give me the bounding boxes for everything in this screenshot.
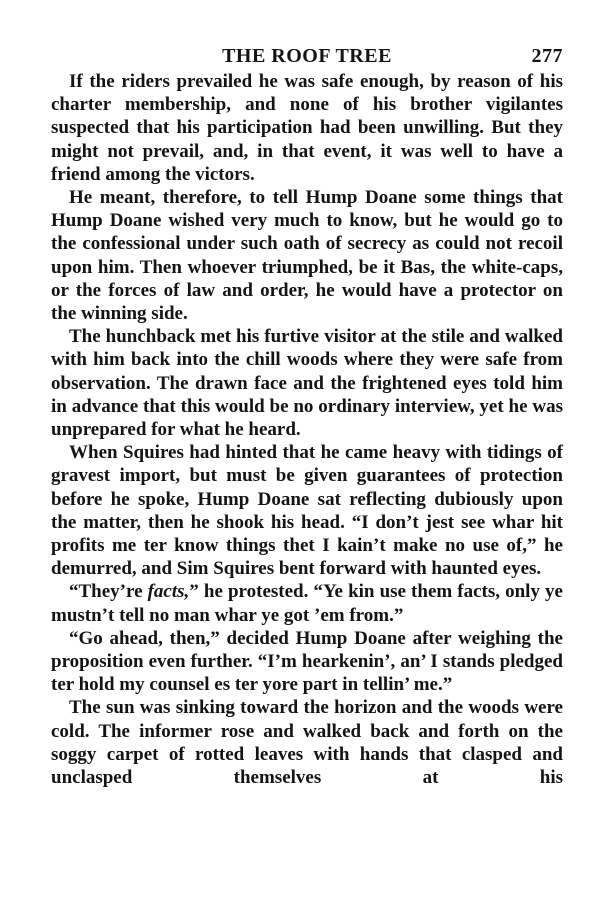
paragraph [51,580,563,626]
emphasized-text: facts, [147,581,190,603]
paragraph: The sun was sinking toward the horizon and the woods were cold. The informer rose and walked back and forth on the soggy carpet of rotted leaves with hands that clasped and unclasped themselves at his [51,697,563,789]
paragraph: He meant, therefore, to tell Hump Doane some things that Hump Doane wished very much to know, but he would go to the confessional under such oath of secrecy as could not recoil upon him. Then whoever triumphed, be it Bas, the white-caps, or the forces of law and order, he would have a protector on the winning side. [51,187,563,325]
paragraph: “Go ahead, then,” decided Hump Doane after weighing the proposition even further. “I’m hearkenin’, an’ I stands pledged ter hold my counsel es ter yore part in tellin’ me.” [51,627,563,696]
paragraph: When Squires had hinted that he came heavy with tidings of gravest import, but must be given guarantees of protection before he spoke, Hump Doane sat reflecting dubiously upon the matter, then he shook his head. “I don’t jest see whar hit profits me ter know things thet I kain’t make no use of,” he demurred, and Sim Squires bent forward with haunted eyes. [51,442,563,580]
page-number: 277 [531,45,563,67]
book-page [51,40,563,789]
paragraph-text: ” he protested. “Ye kin use them facts, only ye mustn’t tell no man whar ye got ’em from.” [51,581,563,626]
body-text [51,70,563,789]
running-head: THE ROOF TREE [222,45,392,67]
paragraph: The hunchback met his furtive visitor at the stile and walked with him back into the chill woods where they were safe from observation. The drawn face and the frightened eyes told him in advance that this would be no ordinary interview, yet he was unprepared for what he heard. [51,326,563,441]
paragraph: If the riders prevailed he was safe enough, by reason of his charter membership, and none of his brother vigilantes suspected that his participation had been unwilling. But they might not prevail, and, in that event, it was well to have a friend among the victors. [51,71,563,185]
page-header [51,40,563,70]
paragraph-text: “They’re [69,581,148,603]
